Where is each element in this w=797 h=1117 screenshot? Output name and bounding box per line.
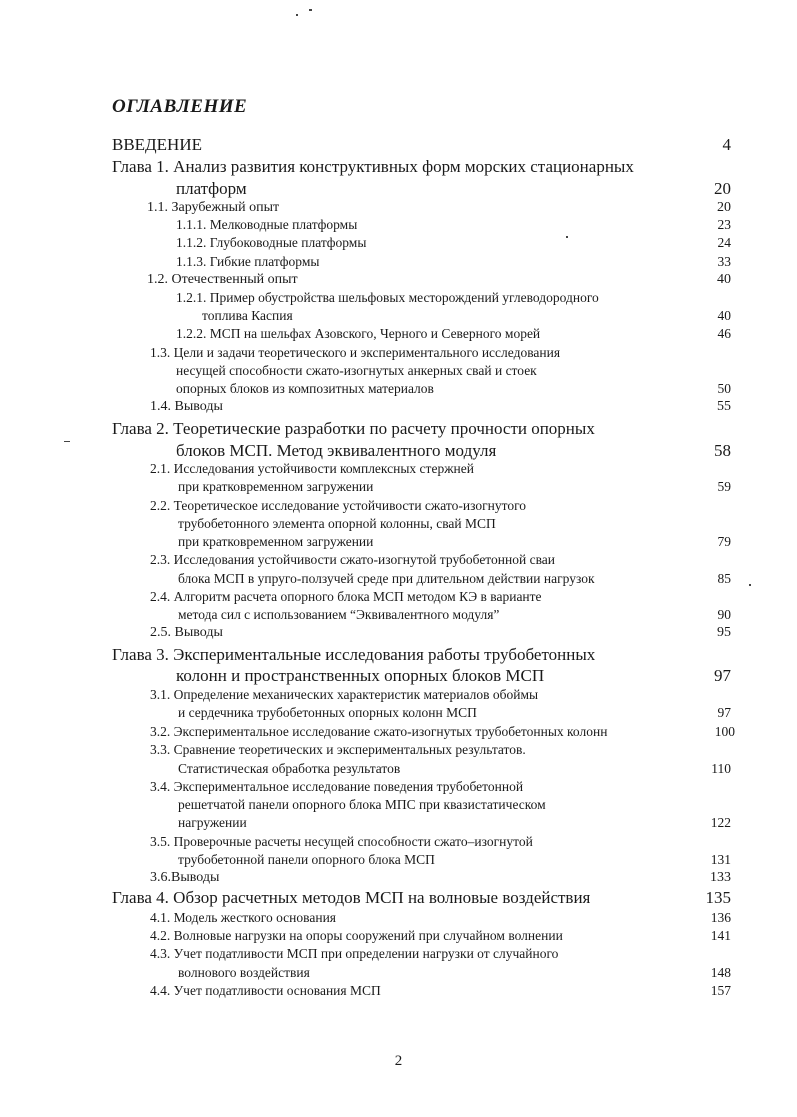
toc-chapter-1-cont: платформ — [176, 179, 247, 198]
toc-section-cont: и сердечника трубобетонных опорных колонн МСП — [178, 705, 477, 720]
scan-speck — [296, 14, 298, 16]
toc-section: 2.3. Исследования устойчивости сжато-изогнутой трубобетонной сваи — [150, 552, 555, 567]
toc-section: 3.6.Выводы — [150, 870, 220, 885]
toc-section: 1.4. Выводы — [150, 399, 223, 414]
toc-page: 33 — [717, 254, 731, 269]
scan-speck — [64, 441, 70, 442]
toc-entry-introduction: ВВЕДЕНИЕ — [112, 135, 202, 154]
toc-page: 58 — [714, 441, 731, 460]
toc-page: 79 — [717, 534, 731, 549]
toc-section-cont: несущей способности сжато-изогнутых анкерных свай и стоек — [176, 363, 537, 378]
toc-chapter-4: Глава 4. Обзор расчетных методов МСП на волновые воздействия — [112, 888, 591, 907]
toc-section-cont: решетчатой панели опорного блока МПС при квазистатическом — [178, 797, 546, 812]
toc-section: 3.4. Экспериментальное исследование поведения трубобетонной — [150, 779, 524, 794]
toc-section-cont: нагружении — [178, 815, 247, 830]
toc-page: 95 — [717, 625, 731, 640]
toc-subsection-cont: топлива Каспия — [202, 308, 293, 323]
toc-page: 100 — [714, 724, 735, 739]
toc-page: 24 — [717, 235, 731, 250]
scan-speck — [309, 9, 312, 11]
toc-page: 122 — [710, 815, 731, 830]
toc-section: 2.4. Алгоритм расчета опорного блока МСП методом КЭ в варианте — [150, 589, 542, 604]
toc-page: 97 — [717, 705, 731, 720]
toc-page: 46 — [717, 326, 731, 341]
toc-section: 2.2. Теоретическое исследование устойчивости сжато-изогнутого — [150, 498, 527, 513]
toc-section-cont: при кратковременном загружении — [178, 534, 374, 549]
toc-section-cont: блока МСП в упруго-ползучей среде при длительном действии нагрузок — [178, 571, 595, 586]
toc-section-cont: при кратковременном загружении — [178, 479, 374, 494]
toc-page: 50 — [717, 381, 731, 396]
toc-section: 3.5. Проверочные расчеты несущей способности сжато–изогнутой — [150, 834, 533, 849]
scan-speck — [749, 584, 751, 586]
toc-section: 1.3. Цели и задачи теоретического и экспериментального исследования — [150, 345, 561, 360]
toc-subsection: 1.2.1. Пример обустройства шельфовых месторождений углеводородного — [176, 290, 599, 305]
toc-chapter-2-cont: блоков МСП. Метод эквивалентного модуля — [176, 441, 497, 460]
page-title: ОГЛАВЛЕНИЕ — [112, 96, 248, 117]
toc-page: 90 — [717, 607, 731, 622]
toc-section: 2.1. Исследования устойчивости комплексных стержней — [150, 461, 474, 476]
toc-section: 4.4. Учет податливости основания МСП — [150, 983, 381, 998]
toc-section: 4.1. Модель жесткого основания — [150, 910, 337, 925]
toc-page: 40 — [717, 308, 731, 323]
scan-speck — [566, 236, 568, 238]
toc-subsection: 1.1.3. Гибкие платформы — [176, 254, 320, 269]
toc-section-cont: трубобетонной панели опорного блока МСП — [178, 852, 435, 867]
toc-page: 136 — [710, 910, 731, 925]
toc-subsection: 1.1.2. Глубоководные платформы — [176, 235, 367, 250]
toc-section: 1.2. Отечественный опыт — [147, 272, 298, 287]
toc-chapter-2: Глава 2. Теоретические разработки по расчету прочности опорных — [112, 419, 595, 438]
toc-page: 20 — [714, 179, 731, 198]
toc-section: 1.1. Зарубежный опыт — [147, 200, 280, 215]
toc-section-cont: метода сил с использованием “Эквивалентного модуля” — [178, 607, 500, 622]
toc-section: 3.3. Сравнение теоретических и экспериментальных результатов. — [150, 742, 526, 757]
toc-page: 55 — [717, 399, 731, 414]
toc-page: 131 — [710, 852, 731, 867]
toc-page: 20 — [717, 200, 731, 215]
toc-section: 3.1. Определение механических характеристик материалов обоймы — [150, 687, 539, 702]
toc-section: 2.5. Выводы — [150, 625, 223, 640]
toc-chapter-1: Глава 1. Анализ развития конструктивных форм морских стационарных — [112, 157, 634, 176]
toc-page: 148 — [710, 965, 731, 980]
page-number: 2 — [394, 1053, 403, 1069]
toc-page: 110 — [711, 761, 731, 776]
toc-section-cont: трубобетонного элемента опорной колонны, свай МСП — [178, 516, 496, 531]
toc-page: 141 — [710, 928, 731, 943]
toc-section: 3.2. Экспериментальное исследование сжато-изогнутых трубобетонных колонн — [150, 724, 608, 739]
toc-chapter-3-cont: колонн и пространственных опорных блоков МСП — [176, 666, 545, 685]
toc-page: 59 — [717, 479, 731, 494]
toc-page: 133 — [710, 870, 731, 885]
toc-page: 157 — [710, 983, 731, 998]
toc-page: 135 — [705, 888, 731, 907]
toc-page: 97 — [714, 666, 731, 685]
toc-chapter-3: Глава 3. Экспериментальные исследования работы трубобетонных — [112, 645, 596, 664]
toc-section: 4.3. Учет податливости МСП при определении нагрузки от случайного — [150, 946, 559, 961]
toc-subsection: 1.2.2. МСП на шельфах Азовского, Черного и Северного морей — [176, 326, 541, 341]
toc-subsection: 1.1.1. Мелководные платформы — [176, 217, 358, 232]
toc-page: 85 — [717, 571, 731, 586]
toc-page: 4 — [722, 135, 731, 154]
toc-section-cont: опорных блоков из композитных материалов — [176, 381, 434, 396]
toc-section-cont: Статистическая обработка результатов — [178, 761, 401, 776]
toc-page: 23 — [717, 217, 731, 232]
toc-section: 4.2. Волновые нагрузки на опоры сооружений при случайном волнении — [150, 928, 563, 943]
toc-section-cont: волнового воздействия — [178, 965, 310, 980]
toc-page: 40 — [717, 272, 731, 287]
